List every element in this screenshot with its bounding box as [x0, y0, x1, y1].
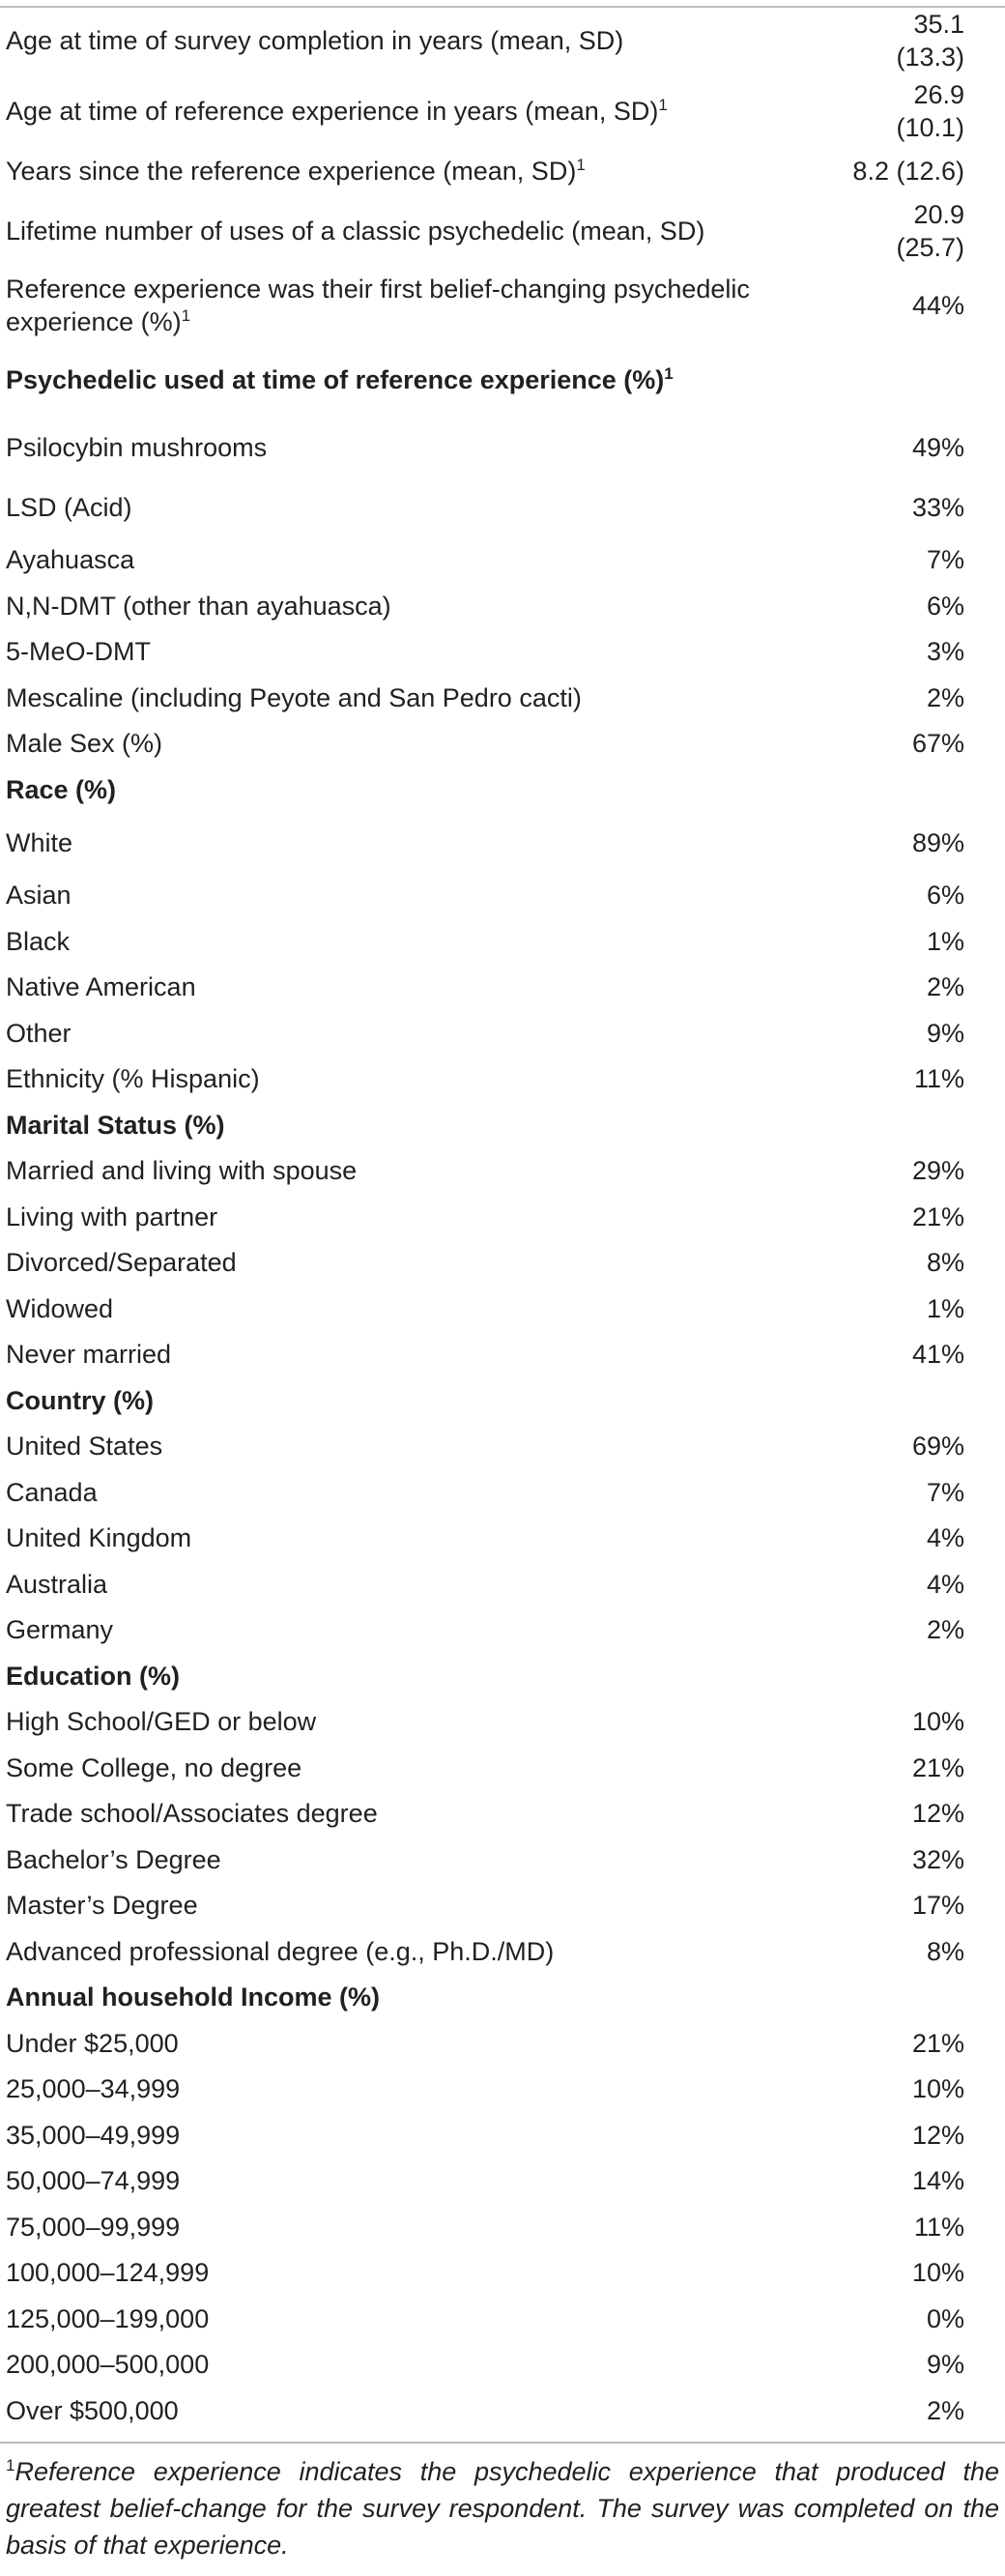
row-label: [0, 1699, 846, 1746]
row-value: 8.2 (12.6): [852, 156, 964, 186]
table-row: [0, 629, 1005, 676]
footnote-reference: 1: [664, 364, 674, 383]
table-row: [0, 2388, 1005, 2434]
table-row: [0, 148, 1005, 194]
row-value: 21%: [911, 2028, 964, 2058]
row-label-text: Annual household Income (%): [6, 1983, 381, 2012]
row-label: [0, 478, 846, 537]
row-value: [846, 767, 1005, 813]
row-value: [846, 1377, 1005, 1424]
table-row: [0, 2204, 1005, 2250]
table-row: [0, 1791, 1005, 1838]
row-value: [846, 343, 1005, 418]
row-label: [0, 965, 846, 1011]
row-value: 49%: [911, 432, 964, 462]
row-label: [0, 1010, 846, 1056]
row-label-text: 25,000–34,999: [6, 2074, 181, 2104]
row-value: 8%: [926, 1936, 964, 1966]
row-label-text: Never married: [6, 1340, 172, 1370]
row-value: 2%: [926, 1615, 964, 1645]
row-value: 89%: [911, 827, 964, 857]
row-value: 10%: [911, 2074, 964, 2104]
row-label: [0, 1240, 846, 1287]
row-label: [0, 2067, 846, 2113]
row-label-text: Marital Status (%): [6, 1110, 225, 1140]
table-row: [0, 2296, 1005, 2342]
row-label-text: Some College, no degree: [6, 1752, 302, 1782]
row-value: 11%: [913, 2212, 964, 2242]
row-value: 9%: [926, 2350, 964, 2380]
footnote-reference: 1: [576, 155, 586, 174]
row-label-text: Reference experience was their first belief-changing psychedelic experience (%): [6, 275, 750, 336]
table-row: [0, 873, 1005, 919]
table-row: [0, 1928, 1005, 1975]
row-value: 1%: [926, 1293, 964, 1323]
row-label: [0, 1928, 846, 1975]
row-label-text: White: [6, 827, 73, 857]
row-label-text: 35,000–49,999: [6, 2120, 181, 2150]
table-row: [0, 583, 1005, 629]
row-label: [0, 1056, 846, 1103]
row-label-text: Race (%): [6, 774, 117, 804]
table-row: [0, 1056, 1005, 1103]
row-label-text: Black: [6, 926, 71, 956]
table-row: [0, 965, 1005, 1011]
row-label-text: Bachelor’s Degree: [6, 1844, 221, 1874]
table-row: [0, 2342, 1005, 2388]
row-label-text: Other: [6, 1018, 72, 1048]
row-label: [0, 813, 846, 873]
row-value: 20.9 (25.7): [896, 200, 964, 262]
row-value: 26.9 (10.1): [896, 79, 964, 142]
footnote-text: Reference experience indicates the psychedelic experience that produced the greatest belief-change for the survey respondent. The survey was completed on the basis of that experience.: [6, 2457, 999, 2560]
row-label: [0, 1607, 846, 1654]
row-label-text: 100,000–124,999: [6, 2258, 210, 2288]
row-label: [0, 918, 846, 965]
row-value: 8%: [926, 1248, 964, 1278]
row-value: 33%: [911, 492, 964, 522]
table-row: [0, 1607, 1005, 1654]
table-row: [0, 1194, 1005, 1240]
section-header-label: [0, 1653, 846, 1699]
section-header-label: [0, 767, 846, 813]
row-value: 2%: [926, 2395, 964, 2425]
row-value: 41%: [911, 1340, 964, 1370]
row-value: 9%: [926, 1018, 964, 1048]
row-label-text: Advanced professional degree (e.g., Ph.D./MD): [6, 1936, 555, 1966]
row-label: [0, 2250, 846, 2297]
row-label: [0, 1837, 846, 1883]
table-row: [0, 1561, 1005, 1607]
row-value: 21%: [911, 1201, 964, 1231]
table-row: [0, 1699, 1005, 1746]
row-value: 6%: [926, 881, 964, 911]
row-label-text: High School/GED or below: [6, 1707, 317, 1737]
row-label: [0, 1332, 846, 1378]
row-label-text: Ayahuasca: [6, 545, 135, 575]
row-label: [0, 1516, 846, 1562]
row-label-text: Under $25,000: [6, 2028, 179, 2058]
table-row: [0, 1240, 1005, 1287]
row-value: 3%: [926, 637, 964, 667]
row-label-text: 75,000–99,999: [6, 2212, 181, 2242]
footnote-reference: 1: [658, 95, 668, 114]
section-header-label: [0, 1975, 846, 2021]
table-row: [0, 675, 1005, 721]
row-label-text: 50,000–74,999: [6, 2166, 181, 2196]
row-label-text: LSD (Acid): [6, 492, 132, 522]
section-header-label: [0, 343, 846, 418]
row-value: [846, 1102, 1005, 1148]
row-value: 32%: [911, 1844, 964, 1874]
table-row: [0, 2112, 1005, 2158]
row-label: [0, 2388, 846, 2434]
row-label: [0, 1791, 846, 1838]
row-label-text: Male Sex (%): [6, 729, 163, 759]
row-value: [846, 1975, 1005, 2021]
section-header-row: [0, 767, 1005, 813]
table-row: [0, 418, 1005, 478]
section-header-row: [0, 1377, 1005, 1424]
row-label-text: Age at time of reference experience in years (mean, SD): [6, 96, 659, 126]
row-value: 1%: [926, 926, 964, 956]
row-value: 67%: [911, 729, 964, 759]
row-value: 6%: [926, 591, 964, 621]
row-label: [0, 2342, 846, 2388]
row-label-text: Lifetime number of uses of a classic psychedelic (mean, SD): [6, 217, 705, 246]
row-label: [0, 418, 846, 478]
row-label: [0, 1745, 846, 1791]
row-value: 12%: [911, 1799, 964, 1829]
table-row: [0, 2158, 1005, 2205]
table-row: [0, 2250, 1005, 2297]
row-label: [0, 629, 846, 676]
row-label-text: Native American: [6, 972, 196, 1002]
row-label: [0, 194, 846, 269]
section-header-row: [0, 1975, 1005, 2021]
row-label-text: Years since the reference experience (mean, SD): [6, 156, 577, 186]
section-header-row: [0, 1653, 1005, 1699]
row-label-text: Mescaline (including Peyote and San Pedro cacti): [6, 682, 582, 712]
row-label-text: 5-MeO-DMT: [6, 637, 151, 667]
row-value: 7%: [926, 1477, 964, 1507]
row-value: 10%: [911, 1707, 964, 1737]
row-label: [0, 2020, 846, 2067]
table-row: [0, 721, 1005, 767]
section-header-row: [0, 1102, 1005, 1148]
row-label: [0, 721, 846, 767]
table-bottom-rule: [0, 2442, 1005, 2444]
table-row: [0, 1837, 1005, 1883]
row-value: 2%: [926, 682, 964, 712]
table-row: [0, 1516, 1005, 1562]
row-label-text: Germany: [6, 1615, 114, 1645]
row-label-text: United Kingdom: [6, 1523, 192, 1553]
table-row: [0, 918, 1005, 965]
row-value: 7%: [926, 545, 964, 575]
table-row: [0, 2020, 1005, 2067]
row-label-text: Trade school/Associates degree: [6, 1799, 378, 1829]
table-footnote: [6, 2453, 999, 2563]
table-row: [0, 1010, 1005, 1056]
row-label: [0, 2112, 846, 2158]
table-row: [0, 1745, 1005, 1791]
row-label: [0, 675, 846, 721]
row-value: 44%: [911, 291, 964, 320]
row-label-text: Over $500,000: [6, 2395, 179, 2425]
row-label: [0, 1194, 846, 1240]
footnote-marker: 1: [6, 2456, 15, 2475]
table-row: [0, 478, 1005, 537]
row-value: 0%: [926, 2303, 964, 2333]
row-value: 21%: [911, 1752, 964, 1782]
table-row: [0, 269, 1005, 343]
row-label: [0, 1469, 846, 1516]
row-label-text: Divorced/Separated: [6, 1248, 237, 1278]
table-row: [0, 813, 1005, 873]
row-label-text: Psilocybin mushrooms: [6, 432, 268, 462]
row-label: [0, 2158, 846, 2205]
row-label: [0, 1148, 846, 1195]
row-value: 11%: [913, 1064, 964, 1094]
row-label-text: 125,000–199,000: [6, 2303, 210, 2333]
row-label-text: 200,000–500,000: [6, 2350, 210, 2380]
row-label-text: Asian: [6, 881, 72, 911]
section-header-row: [0, 343, 1005, 418]
row-label: [0, 2204, 846, 2250]
table-row: [0, 194, 1005, 269]
table-body: [0, 8, 1005, 2434]
row-label-text: Age at time of survey completion in years (mean, SD): [6, 26, 624, 55]
row-value: 10%: [911, 2258, 964, 2288]
row-label: [0, 1883, 846, 1929]
row-label-text: Married and living with spouse: [6, 1156, 358, 1186]
row-label-text: Psychedelic used at time of reference experience (%): [6, 365, 665, 394]
row-label: [0, 873, 846, 919]
footnote-reference: 1: [181, 306, 191, 325]
row-label: [0, 8, 846, 73]
row-label: [0, 1561, 846, 1607]
row-label-text: N,N-DMT (other than ayahuasca): [6, 591, 391, 621]
row-value: 2%: [926, 972, 964, 1002]
row-value: 69%: [911, 1432, 964, 1462]
row-label: [0, 73, 846, 148]
row-label-text: Education (%): [6, 1661, 180, 1691]
demographics-table: [0, 8, 1005, 2434]
table-row: [0, 1883, 1005, 1929]
table-row: [0, 1148, 1005, 1195]
row-label: [0, 537, 846, 584]
section-header-label: [0, 1102, 846, 1148]
table-row: [0, 1286, 1005, 1332]
row-value: 4%: [926, 1523, 964, 1553]
row-label: [0, 148, 846, 194]
row-label: [0, 1424, 846, 1470]
row-label: [0, 583, 846, 629]
row-value: [846, 1653, 1005, 1699]
row-value: 35.1 (13.3): [896, 10, 964, 72]
row-label-text: Australia: [6, 1569, 108, 1599]
row-label-text: Ethnicity (% Hispanic): [6, 1064, 260, 1094]
row-label-text: United States: [6, 1432, 163, 1462]
table-row: [0, 8, 1005, 73]
section-header-label: [0, 1377, 846, 1424]
row-label-text: Widowed: [6, 1293, 114, 1323]
table-row: [0, 73, 1005, 148]
row-label-text: Master’s Degree: [6, 1891, 198, 1921]
row-label: [0, 2296, 846, 2342]
table-row: [0, 537, 1005, 584]
row-value: 12%: [911, 2120, 964, 2150]
row-value: 17%: [911, 1891, 964, 1921]
table-row: [0, 1469, 1005, 1516]
row-label-text: Living with partner: [6, 1201, 218, 1231]
table-row: [0, 2067, 1005, 2113]
table-row: [0, 1424, 1005, 1470]
row-value: 14%: [911, 2166, 964, 2196]
row-label: [0, 1286, 846, 1332]
table-row: [0, 1332, 1005, 1378]
row-label: [0, 269, 846, 343]
row-label-text: Canada: [6, 1477, 98, 1507]
row-value: 4%: [926, 1569, 964, 1599]
row-value: 29%: [911, 1156, 964, 1186]
row-label-text: Country (%): [6, 1385, 154, 1415]
